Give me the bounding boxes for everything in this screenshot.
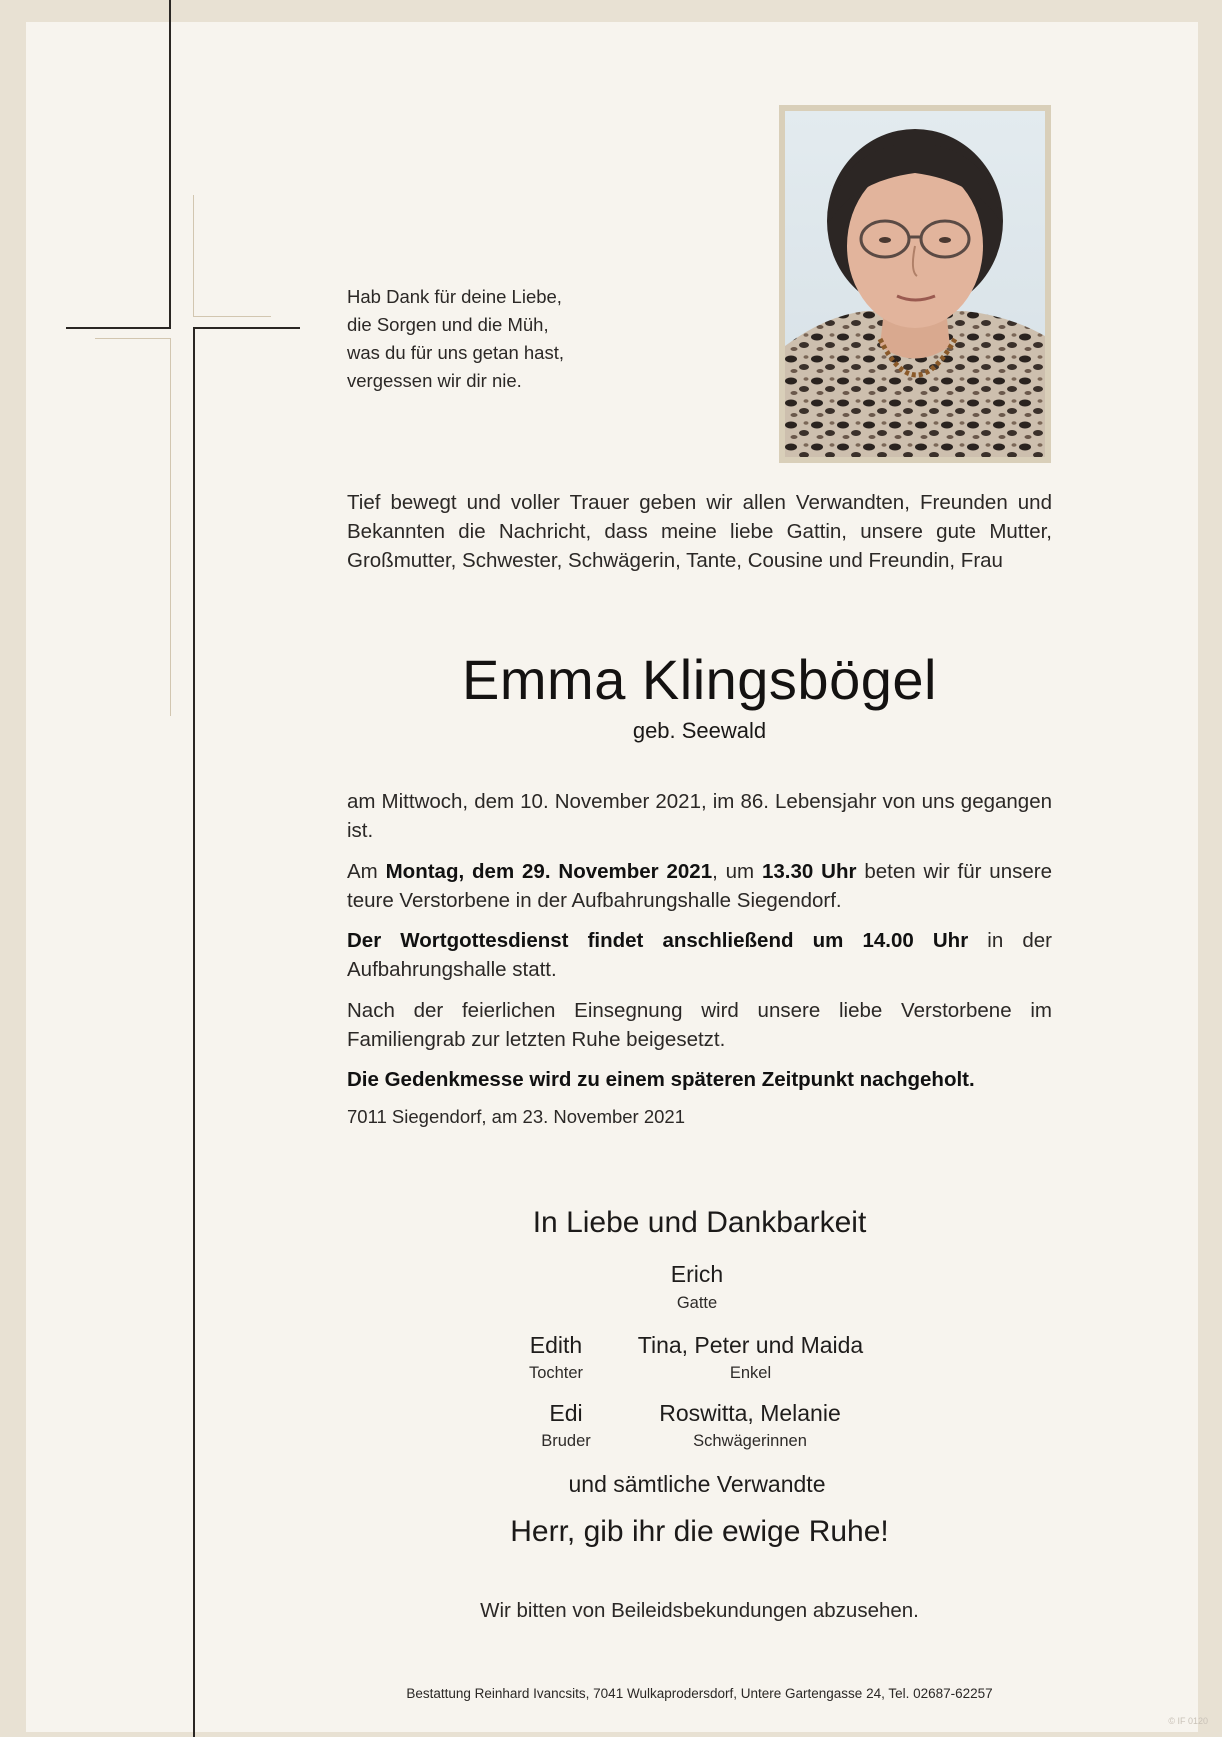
prayer-middle: , um — [712, 860, 755, 883]
memorial-mass-info: Die Gedenkmesse wird zu einem späteren Zeitpunkt nachgeholt. — [347, 1068, 975, 1091]
burial-info: Nach der feierlichen Einsegnung wird unsere liebe Verstorbene im Familiengrab zur letzten Ruhe beigesetzt. — [347, 999, 1052, 1051]
mass-bold: Der Wortgottesdienst findet anschließend um 14.00 Uhr — [347, 929, 969, 952]
mourner-brother-role: Bruder — [541, 1432, 591, 1450]
mourner-brother-name: Edi — [549, 1400, 583, 1426]
poem-line: was du für uns getan hast, — [347, 342, 564, 363]
portrait-photo-frame — [779, 105, 1051, 463]
closing-prayer: Herr, gib ihr die ewige Ruhe! — [510, 1515, 889, 1548]
funeral-home-footer: Bestattung Reinhard Ivancsits, 7041 Wulkaprodersdorf, Untere Gartengasse 24, Tel. 02687-62257 — [406, 1686, 993, 1701]
mass-info — [347, 926, 1052, 984]
prayer-time: 13.30 Uhr — [762, 860, 857, 883]
mourners-relatives: und sämtliche Verwandte — [568, 1471, 826, 1497]
prayer-service-info — [347, 857, 1052, 915]
place-date: 7011 Siegendorf, am 23. November 2021 — [347, 1106, 686, 1127]
watermark: © IF 0120 — [1168, 1716, 1208, 1726]
prayer-date: Montag, dem 29. November 2021 — [385, 860, 713, 883]
mourner-husband-role: Gatte — [676, 1294, 718, 1312]
prayer-prefix: Am — [347, 860, 378, 883]
mourner-daughter-name: Edith — [529, 1332, 583, 1358]
condolence-request: Wir bitten von Beileidsbekundungen abzusehen. — [480, 1599, 919, 1622]
mourner-grandchildren-role: Enkel — [729, 1364, 772, 1382]
mourner-grandchildren-name: Tina, Peter und Maida — [637, 1332, 864, 1358]
poem-line: Hab Dank für deine Liebe, — [347, 286, 562, 307]
closing-phrase: In Liebe und Dankbarkeit — [532, 1206, 867, 1239]
memorial-poem — [347, 283, 647, 395]
maiden-name: geb. Seewald — [632, 718, 767, 743]
poem-line: vergessen wir dir nie. — [347, 370, 522, 391]
mourner-daughter-role: Tochter — [528, 1364, 584, 1382]
mourner-sisters-in-law-name: Roswitta, Melanie — [659, 1400, 841, 1426]
death-notice: am Mittwoch, dem 10. November 2021, im 86. Lebensjahr von uns gegangen ist. — [347, 790, 1052, 842]
portrait-photo — [785, 111, 1045, 457]
prayer-suffix: beten wir für unsere teure Verstorbene in der Aufbahrungshalle Siegendorf. — [347, 860, 1052, 912]
poem-line: die Sorgen und die Müh, — [347, 314, 549, 335]
mourner-sisters-in-law-role: Schwägerinnen — [693, 1432, 807, 1450]
deceased-name: Emma Klingsbögel — [462, 648, 937, 711]
mass-rest: in der Aufbahrungshalle statt. — [347, 929, 1052, 981]
intro-paragraph: Tief bewegt und voller Trauer geben wir allen Verwandten, Freunden und Bekannten die Nachricht, dass meine liebe Gattin, unsere gute Mutter, Großmutter, Schwester, Schwägerin, Tante, Cousine und Freundin, Frau — [347, 491, 1052, 572]
mourner-husband-name: Erich — [670, 1261, 724, 1287]
